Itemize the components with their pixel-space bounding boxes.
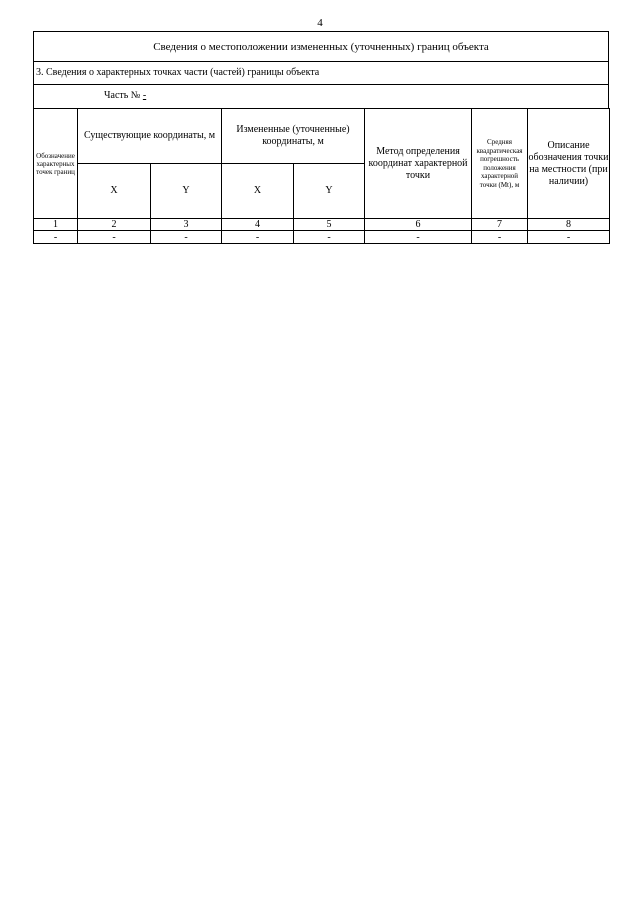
table-cell: - bbox=[34, 231, 78, 244]
column-number: 8 bbox=[528, 219, 610, 231]
table-cell: - bbox=[365, 231, 472, 244]
section-title: 3. Сведения о характерных точках части (частей) границы объекта bbox=[33, 61, 609, 84]
header-existing-x: X bbox=[78, 164, 151, 219]
column-number: 3 bbox=[151, 219, 222, 231]
block-title: Сведения о местоположении измененных (уточненных) границ объекта bbox=[33, 31, 609, 61]
header-changed-y: Y bbox=[294, 164, 365, 219]
part-line bbox=[33, 84, 609, 108]
column-number: 7 bbox=[472, 219, 528, 231]
column-number: 6 bbox=[365, 219, 472, 231]
header-changed-x: X bbox=[222, 164, 294, 219]
header-method: Метод определения координат характерной точки bbox=[365, 109, 472, 219]
table-cell: - bbox=[528, 231, 610, 244]
column-number: 5 bbox=[294, 219, 365, 231]
header-existing-coordinates: Существующие координаты, м bbox=[78, 109, 222, 164]
table-cell: - bbox=[294, 231, 365, 244]
points-section bbox=[33, 31, 609, 244]
table-cell: - bbox=[472, 231, 528, 244]
table-row bbox=[34, 231, 610, 244]
column-numbers-row bbox=[34, 219, 610, 231]
column-number: 2 bbox=[78, 219, 151, 231]
header-description: Описание обозначения точки на местности (при наличии) bbox=[528, 109, 610, 219]
header-changed-coordinates: Измененные (уточненные) координаты, м bbox=[222, 109, 365, 164]
part-value: - bbox=[142, 90, 147, 101]
column-number: 1 bbox=[34, 219, 78, 231]
page-number: 4 bbox=[317, 17, 323, 29]
column-number: 4 bbox=[222, 219, 294, 231]
characteristic-points-table bbox=[33, 108, 610, 244]
header-point-designation: Обозначение характерных точек границ bbox=[34, 109, 78, 219]
table-cell: - bbox=[222, 231, 294, 244]
table-cell: - bbox=[78, 231, 151, 244]
table-cell: - bbox=[151, 231, 222, 244]
part-label: Часть № bbox=[104, 90, 141, 101]
header-mean-error: Средняя квадратическая погрешность положения характерной точки (Mt), м bbox=[472, 109, 528, 219]
header-existing-y: Y bbox=[151, 164, 222, 219]
